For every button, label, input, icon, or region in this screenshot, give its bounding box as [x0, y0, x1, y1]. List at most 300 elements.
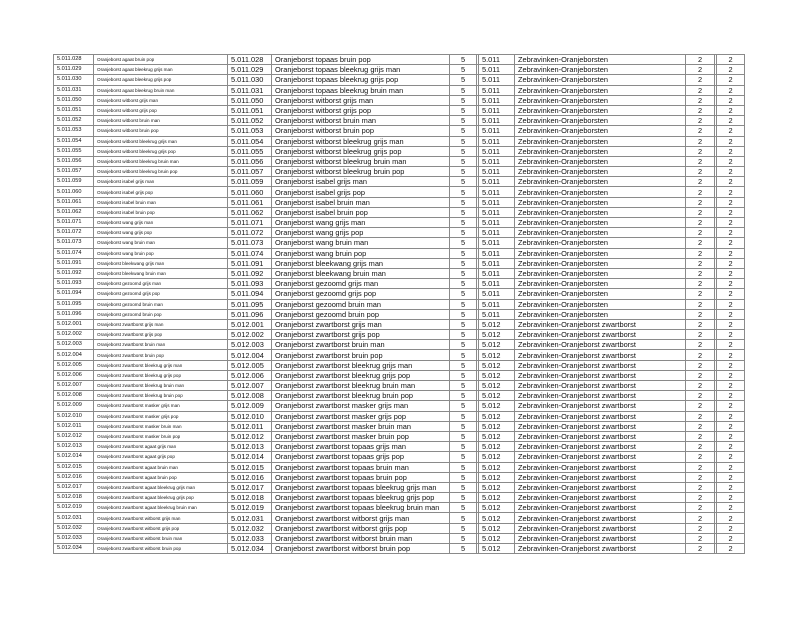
table-row: [54, 381, 745, 391]
short-name-cell: Oranjeborst zwartborst masker grijs man: [94, 401, 228, 411]
class-code-repeat-cell: 5.011.072: [228, 228, 272, 238]
group-name-cell: Zebravinken-Oranjeborsten: [515, 299, 686, 309]
count-a-cell: 2: [686, 65, 715, 75]
group-name-cell: Zebravinken-Oranjeborst zwartborst: [515, 391, 686, 401]
count-b-cell: 2: [717, 136, 745, 146]
class-code-repeat-cell: 5.011.093: [228, 279, 272, 289]
table-row: [54, 533, 745, 543]
count-b-cell: 2: [717, 167, 745, 177]
count-a-cell: 2: [686, 309, 715, 319]
group-code-cell: 5.012: [479, 472, 515, 482]
section-number-cell: 5: [450, 340, 477, 350]
class-code-cell: 5.011.054: [54, 136, 94, 146]
class-code-repeat-cell: 5.011.057: [228, 167, 272, 177]
group-name-cell: Zebravinken-Oranjeborst zwartborst: [515, 472, 686, 482]
count-a-cell: 2: [686, 493, 715, 503]
group-code-cell: 5.012: [479, 370, 515, 380]
group-name-cell: Zebravinken-Oranjeborst zwartborst: [515, 523, 686, 533]
group-code-cell: 5.011: [479, 218, 515, 228]
table-row: [54, 482, 745, 492]
short-name-cell: Oranjeborst agaat bleekrug grijs man: [94, 65, 228, 75]
count-b-cell: 2: [717, 279, 745, 289]
class-name-cell: Oranjeborst topaas bleekrug bruin man: [272, 85, 450, 95]
section-number-cell: 5: [450, 391, 477, 401]
short-name-cell: Oranjeborst wang bruin man: [94, 238, 228, 248]
section-number-cell: 5: [450, 533, 477, 543]
class-code-cell: 5.012.031: [54, 513, 94, 523]
count-a-cell: 2: [686, 289, 715, 299]
count-a-cell: 2: [686, 299, 715, 309]
class-code-cell: 5.011.052: [54, 116, 94, 126]
count-b-cell: 2: [717, 126, 745, 136]
class-code-repeat-cell: 5.012.019: [228, 503, 272, 513]
short-name-cell: Oranjeborst wang grijs pop: [94, 228, 228, 238]
class-code-cell: 5.011.060: [54, 187, 94, 197]
count-b-cell: 2: [717, 146, 745, 156]
count-b-cell: 2: [717, 381, 745, 391]
class-name-cell: Oranjeborst zwartborst witborst grijs pop: [272, 523, 450, 533]
count-a-cell: 2: [686, 95, 715, 105]
count-b-cell: 2: [717, 207, 745, 217]
count-b-cell: 2: [717, 319, 745, 329]
group-name-cell: Zebravinken-Oranjeborst zwartborst: [515, 493, 686, 503]
class-code-repeat-cell: 5.011.050: [228, 95, 272, 105]
table-row: [54, 248, 745, 258]
count-a-cell: 2: [686, 228, 715, 238]
section-number-cell: 5: [450, 350, 477, 360]
class-code-repeat-cell: 5.011.029: [228, 65, 272, 75]
class-code-repeat-cell: 5.012.013: [228, 442, 272, 452]
section-number-cell: 5: [450, 482, 477, 492]
section-number-cell: 5: [450, 116, 477, 126]
table-row: [54, 421, 745, 431]
table-row: [54, 197, 745, 207]
section-number-cell: 5: [450, 95, 477, 105]
class-code-cell: 5.012.006: [54, 370, 94, 380]
group-code-cell: 5.012: [479, 319, 515, 329]
short-name-cell: Oranjeborst agaat bleekrug grijs pop: [94, 75, 228, 85]
group-name-cell: Zebravinken-Oranjeborsten: [515, 85, 686, 95]
section-number-cell: 5: [450, 167, 477, 177]
table-row: [54, 95, 745, 105]
class-code-cell: 5.012.004: [54, 350, 94, 360]
count-a-cell: 2: [686, 391, 715, 401]
class-code-cell: 5.012.015: [54, 462, 94, 472]
class-code-repeat-cell: 5.011.054: [228, 136, 272, 146]
section-number-cell: 5: [450, 411, 477, 421]
group-code-cell: 5.012: [479, 503, 515, 513]
class-code-repeat-cell: 5.012.002: [228, 330, 272, 340]
group-code-cell: 5.012: [479, 421, 515, 431]
count-a-cell: 2: [686, 75, 715, 85]
count-a-cell: 2: [686, 411, 715, 421]
group-name-cell: Zebravinken-Oranjeborsten: [515, 197, 686, 207]
group-code-cell: 5.011: [479, 95, 515, 105]
section-number-cell: 5: [450, 65, 477, 75]
class-code-repeat-cell: 5.011.060: [228, 187, 272, 197]
class-code-repeat-cell: 5.011.073: [228, 238, 272, 248]
class-code-repeat-cell: 5.011.061: [228, 197, 272, 207]
table-row: [54, 350, 745, 360]
table-row: [54, 167, 745, 177]
section-number-cell: 5: [450, 472, 477, 482]
group-code-cell: 5.012: [479, 462, 515, 472]
class-name-cell: Oranjeborst zwartborst topaas bruin man: [272, 462, 450, 472]
class-code-repeat-cell: 5.012.004: [228, 350, 272, 360]
count-b-cell: 2: [717, 156, 745, 166]
count-a-cell: 2: [686, 218, 715, 228]
section-number-cell: 5: [450, 544, 477, 554]
class-name-cell: Oranjeborst zwartborst topaas grijs pop: [272, 452, 450, 462]
count-b-cell: 2: [717, 513, 745, 523]
class-name-cell: Oranjeborst zwartborst bleekrug grijs man: [272, 360, 450, 370]
count-a-cell: 2: [686, 85, 715, 95]
count-a-cell: 2: [686, 116, 715, 126]
count-a-cell: 2: [686, 360, 715, 370]
class-code-cell: 5.012.018: [54, 493, 94, 503]
section-number-cell: 5: [450, 442, 477, 452]
class-code-repeat-cell: 5.011.062: [228, 207, 272, 217]
class-name-cell: Oranjeborst zwartborst masker bruin man: [272, 421, 450, 431]
count-b-cell: 2: [717, 472, 745, 482]
short-name-cell: Oranjeborst witborst bleekrug grijs pop: [94, 146, 228, 156]
class-name-cell: Oranjeborst zwartborst grijs man: [272, 319, 450, 329]
short-name-cell: Oranjeborst gezoomd bruin pop: [94, 309, 228, 319]
class-code-cell: 5.011.028: [54, 55, 94, 65]
class-code-repeat-cell: 5.011.059: [228, 177, 272, 187]
class-code-repeat-cell: 5.012.034: [228, 544, 272, 554]
count-a-cell: 2: [686, 126, 715, 136]
class-code-repeat-cell: 5.011.031: [228, 85, 272, 95]
group-name-cell: Zebravinken-Oranjeborsten: [515, 258, 686, 268]
count-b-cell: 2: [717, 268, 745, 278]
short-name-cell: Oranjeborst zwartborst bleekrug bruin pop: [94, 391, 228, 401]
group-code-cell: 5.012: [479, 381, 515, 391]
count-a-cell: 2: [686, 421, 715, 431]
group-name-cell: Zebravinken-Oranjeborst zwartborst: [515, 482, 686, 492]
table-row: [54, 187, 745, 197]
class-name-cell: Oranjeborst wang bruin man: [272, 238, 450, 248]
group-code-cell: 5.011: [479, 136, 515, 146]
class-name-cell: Oranjeborst isabel grijs pop: [272, 187, 450, 197]
short-name-cell: Oranjeborst zwartborst agaat bruin man: [94, 462, 228, 472]
group-name-cell: Zebravinken-Oranjeborsten: [515, 279, 686, 289]
group-name-cell: Zebravinken-Oranjeborsten: [515, 136, 686, 146]
table-row: [54, 207, 745, 217]
table-row: [54, 340, 745, 350]
class-name-cell: Oranjeborst topaas bleekrug grijs man: [272, 65, 450, 75]
short-name-cell: Oranjeborst zwartborst agaat bleekrug bruin man: [94, 503, 228, 513]
class-code-repeat-cell: 5.012.008: [228, 391, 272, 401]
section-number-cell: 5: [450, 381, 477, 391]
class-code-cell: 5.012.013: [54, 442, 94, 452]
count-b-cell: 2: [717, 401, 745, 411]
short-name-cell: Oranjeborst bleekwang bruin man: [94, 268, 228, 278]
class-name-cell: Oranjeborst zwartborst masker grijs pop: [272, 411, 450, 421]
class-code-cell: 5.012.014: [54, 452, 94, 462]
class-code-cell: 5.012.033: [54, 533, 94, 543]
group-name-cell: Zebravinken-Oranjeborsten: [515, 75, 686, 85]
count-a-cell: 2: [686, 156, 715, 166]
count-b-cell: 2: [717, 197, 745, 207]
group-name-cell: Zebravinken-Oranjeborst zwartborst: [515, 370, 686, 380]
section-number-cell: 5: [450, 75, 477, 85]
group-name-cell: Zebravinken-Oranjeborst zwartborst: [515, 401, 686, 411]
count-a-cell: 2: [686, 268, 715, 278]
class-code-cell: 5.011.073: [54, 238, 94, 248]
section-number-cell: 5: [450, 421, 477, 431]
group-name-cell: Zebravinken-Oranjeborsten: [515, 146, 686, 156]
count-b-cell: 2: [717, 411, 745, 421]
group-code-cell: 5.011: [479, 146, 515, 156]
group-code-cell: 5.011: [479, 309, 515, 319]
group-name-cell: Zebravinken-Oranjeborsten: [515, 95, 686, 105]
class-code-repeat-cell: 5.012.007: [228, 381, 272, 391]
count-a-cell: 2: [686, 350, 715, 360]
section-number-cell: 5: [450, 146, 477, 156]
group-code-cell: 5.012: [479, 533, 515, 543]
table-row: [54, 493, 745, 503]
class-code-cell: 5.012.034: [54, 544, 94, 554]
class-name-cell: Oranjeborst zwartborst grijs pop: [272, 330, 450, 340]
class-name-cell: Oranjeborst bleekwang grijs man: [272, 258, 450, 268]
class-code-repeat-cell: 5.011.094: [228, 289, 272, 299]
section-number-cell: 5: [450, 370, 477, 380]
table-row: [54, 391, 745, 401]
class-code-cell: 5.011.062: [54, 207, 94, 217]
group-code-cell: 5.012: [479, 523, 515, 533]
table-row: [54, 55, 745, 65]
group-name-cell: Zebravinken-Oranjeborsten: [515, 207, 686, 217]
class-name-cell: Oranjeborst witborst bleekrug grijs pop: [272, 146, 450, 156]
short-name-cell: Oranjeborst wang bruin pop: [94, 248, 228, 258]
group-code-cell: 5.011: [479, 238, 515, 248]
count-b-cell: 2: [717, 289, 745, 299]
class-name-cell: Oranjeborst zwartborst witborst bruin man: [272, 533, 450, 543]
section-number-cell: 5: [450, 452, 477, 462]
count-b-cell: 2: [717, 421, 745, 431]
class-code-cell: 5.012.009: [54, 401, 94, 411]
short-name-cell: Oranjeborst witborst grijs pop: [94, 105, 228, 115]
class-name-cell: Oranjeborst witborst grijs pop: [272, 105, 450, 115]
class-code-cell: 5.012.016: [54, 472, 94, 482]
count-a-cell: 2: [686, 513, 715, 523]
class-name-cell: Oranjeborst witborst bleekrug bruin man: [272, 156, 450, 166]
class-code-cell: 5.011.059: [54, 177, 94, 187]
count-b-cell: 2: [717, 533, 745, 543]
class-name-cell: Oranjeborst witborst bruin pop: [272, 126, 450, 136]
class-code-cell: 5.011.091: [54, 258, 94, 268]
class-name-cell: Oranjeborst witborst bleekrug bruin pop: [272, 167, 450, 177]
count-b-cell: 2: [717, 523, 745, 533]
section-number-cell: 5: [450, 238, 477, 248]
class-code-repeat-cell: 5.011.056: [228, 156, 272, 166]
class-code-cell: 5.011.094: [54, 289, 94, 299]
group-name-cell: Zebravinken-Oranjeborst zwartborst: [515, 350, 686, 360]
class-code-cell: 5.012.001: [54, 319, 94, 329]
count-a-cell: 2: [686, 248, 715, 258]
class-list-table: [53, 54, 745, 554]
class-code-repeat-cell: 5.012.032: [228, 523, 272, 533]
table-row: [54, 442, 745, 452]
short-name-cell: Oranjeborst gezoomd bruin man: [94, 299, 228, 309]
group-code-cell: 5.012: [479, 452, 515, 462]
class-code-repeat-cell: 5.012.006: [228, 370, 272, 380]
class-name-cell: Oranjeborst isabel grijs man: [272, 177, 450, 187]
group-name-cell: Zebravinken-Oranjeborst zwartborst: [515, 544, 686, 554]
count-b-cell: 2: [717, 85, 745, 95]
table-row: [54, 299, 745, 309]
count-b-cell: 2: [717, 442, 745, 452]
section-number-cell: 5: [450, 197, 477, 207]
class-name-cell: Oranjeborst zwartborst witborst grijs man: [272, 513, 450, 523]
group-name-cell: Zebravinken-Oranjeborst zwartborst: [515, 431, 686, 441]
table-row: [54, 319, 745, 329]
table-row: [54, 472, 745, 482]
class-code-repeat-cell: 5.012.012: [228, 431, 272, 441]
group-name-cell: Zebravinken-Oranjeborsten: [515, 177, 686, 187]
class-code-cell: 5.011.055: [54, 146, 94, 156]
short-name-cell: Oranjeborst zwartborst bleekrug bruin man: [94, 381, 228, 391]
class-code-cell: 5.011.072: [54, 228, 94, 238]
class-code-repeat-cell: 5.012.031: [228, 513, 272, 523]
short-name-cell: Oranjeborst witborst grijs man: [94, 95, 228, 105]
table-row: [54, 289, 745, 299]
group-name-cell: Zebravinken-Oranjeborsten: [515, 55, 686, 65]
class-name-cell: Oranjeborst wang grijs pop: [272, 228, 450, 238]
count-a-cell: 2: [686, 146, 715, 156]
class-code-repeat-cell: 5.011.095: [228, 299, 272, 309]
table-row: [54, 411, 745, 421]
class-code-cell: 5.012.017: [54, 482, 94, 492]
class-code-repeat-cell: 5.012.018: [228, 493, 272, 503]
class-name-cell: Oranjeborst zwartborst topaas bruin pop: [272, 472, 450, 482]
table-row: [54, 136, 745, 146]
group-code-cell: 5.012: [479, 442, 515, 452]
group-code-cell: 5.012: [479, 513, 515, 523]
group-name-cell: Zebravinken-Oranjeborsten: [515, 156, 686, 166]
short-name-cell: Oranjeborst zwartborst witborst grijs man: [94, 513, 228, 523]
count-b-cell: 2: [717, 360, 745, 370]
group-code-cell: 5.011: [479, 187, 515, 197]
section-number-cell: 5: [450, 330, 477, 340]
short-name-cell: Oranjeborst agaat bleekrug bruin man: [94, 85, 228, 95]
group-code-cell: 5.011: [479, 279, 515, 289]
class-name-cell: Oranjeborst zwartborst topaas bleekrug grijs pop: [272, 493, 450, 503]
table-row: [54, 177, 745, 187]
count-a-cell: 2: [686, 319, 715, 329]
class-code-cell: 5.011.030: [54, 75, 94, 85]
class-code-cell: 5.011.031: [54, 85, 94, 95]
count-b-cell: 2: [717, 330, 745, 340]
count-a-cell: 2: [686, 523, 715, 533]
count-b-cell: 2: [717, 116, 745, 126]
section-number-cell: 5: [450, 523, 477, 533]
count-a-cell: 2: [686, 544, 715, 554]
count-b-cell: 2: [717, 187, 745, 197]
group-name-cell: Zebravinken-Oranjeborsten: [515, 228, 686, 238]
count-a-cell: 2: [686, 462, 715, 472]
short-name-cell: Oranjeborst witborst bleekrug bruin man: [94, 156, 228, 166]
class-code-repeat-cell: 5.011.028: [228, 55, 272, 65]
section-number-cell: 5: [450, 248, 477, 258]
class-code-repeat-cell: 5.012.003: [228, 340, 272, 350]
section-number-cell: 5: [450, 431, 477, 441]
count-a-cell: 2: [686, 279, 715, 289]
count-b-cell: 2: [717, 55, 745, 65]
short-name-cell: Oranjeborst isabel grijs pop: [94, 187, 228, 197]
group-name-cell: Zebravinken-Oranjeborst zwartborst: [515, 319, 686, 329]
count-a-cell: 2: [686, 187, 715, 197]
count-a-cell: 2: [686, 533, 715, 543]
count-a-cell: 2: [686, 167, 715, 177]
group-code-cell: 5.012: [479, 330, 515, 340]
short-name-cell: Oranjeborst zwartborst agaat grijs pop: [94, 452, 228, 462]
group-name-cell: Zebravinken-Oranjeborst zwartborst: [515, 340, 686, 350]
group-code-cell: 5.012: [479, 340, 515, 350]
class-name-cell: Oranjeborst zwartborst bleekrug bruin pop: [272, 391, 450, 401]
short-name-cell: Oranjeborst witborst bleekrug grijs man: [94, 136, 228, 146]
group-name-cell: Zebravinken-Oranjeborsten: [515, 116, 686, 126]
class-code-repeat-cell: 5.011.091: [228, 258, 272, 268]
class-name-cell: Oranjeborst gezoomd bruin man: [272, 299, 450, 309]
class-code-repeat-cell: 5.012.005: [228, 360, 272, 370]
count-b-cell: 2: [717, 218, 745, 228]
group-code-cell: 5.011: [479, 55, 515, 65]
group-name-cell: Zebravinken-Oranjeborsten: [515, 238, 686, 248]
class-code-cell: 5.012.032: [54, 523, 94, 533]
section-number-cell: 5: [450, 85, 477, 95]
table-row: [54, 228, 745, 238]
group-name-cell: Zebravinken-Oranjeborst zwartborst: [515, 503, 686, 513]
class-name-cell: Oranjeborst topaas bruin pop: [272, 55, 450, 65]
class-name-cell: Oranjeborst gezoomd grijs pop: [272, 289, 450, 299]
group-code-cell: 5.011: [479, 156, 515, 166]
group-code-cell: 5.012: [479, 482, 515, 492]
class-code-repeat-cell: 5.011.092: [228, 268, 272, 278]
group-code-cell: 5.012: [479, 431, 515, 441]
class-name-cell: Oranjeborst zwartborst bleekrug bruin man: [272, 381, 450, 391]
table-row: [54, 65, 745, 75]
class-code-cell: 5.011.074: [54, 248, 94, 258]
count-b-cell: 2: [717, 75, 745, 85]
table-row: [54, 309, 745, 319]
class-code-cell: 5.012.005: [54, 360, 94, 370]
table-row: [54, 238, 745, 248]
short-name-cell: Oranjeborst zwartborst bruin pop: [94, 350, 228, 360]
class-name-cell: Oranjeborst witborst bleekrug grijs man: [272, 136, 450, 146]
class-name-cell: Oranjeborst gezoomd bruin pop: [272, 309, 450, 319]
class-code-cell: 5.011.096: [54, 309, 94, 319]
group-name-cell: Zebravinken-Oranjeborsten: [515, 65, 686, 75]
count-a-cell: 2: [686, 197, 715, 207]
class-code-repeat-cell: 5.012.016: [228, 472, 272, 482]
class-name-cell: Oranjeborst topaas bleekrug grijs pop: [272, 75, 450, 85]
count-a-cell: 2: [686, 452, 715, 462]
short-name-cell: Oranjeborst isabel bruin pop: [94, 207, 228, 217]
group-code-cell: 5.011: [479, 289, 515, 299]
class-name-cell: Oranjeborst wang grijs man: [272, 218, 450, 228]
group-code-cell: 5.011: [479, 207, 515, 217]
class-code-cell: 5.012.010: [54, 411, 94, 421]
count-a-cell: 2: [686, 105, 715, 115]
class-code-cell: 5.011.057: [54, 167, 94, 177]
short-name-cell: Oranjeborst zwartborst agaat bruin pop: [94, 472, 228, 482]
section-number-cell: 5: [450, 177, 477, 187]
short-name-cell: Oranjeborst witborst bruin pop: [94, 126, 228, 136]
short-name-cell: Oranjeborst zwartborst witborst bruin man: [94, 533, 228, 543]
section-number-cell: 5: [450, 289, 477, 299]
